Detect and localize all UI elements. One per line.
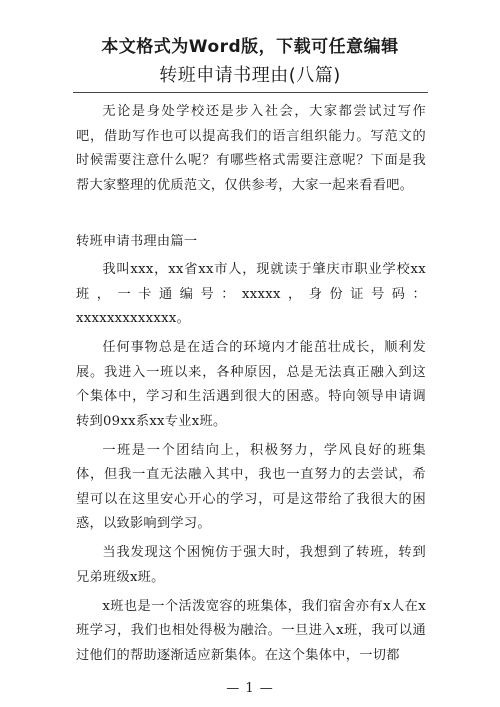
section-heading: 转班申请书理由篇一 <box>76 233 198 249</box>
intro-paragraph: 无论是身处学校还是步入社会，大家都尝试过写作吧，借助写作也可以提高我们的语言组织能力。写范文的时候需要注意什么呢？有哪些格式需要注意呢？下面是我帮大家整理的优质范文，仅供参考，大家一起来看看吧。 <box>76 104 426 193</box>
body-paragraph: 一班是一个团结向上，积极努力，学风良好的班集体，但我一直无法融入其中，我也一直努力的去尝试，希望可以在这里安心开心的学习，可是这带给了我很大的困惑，以致影响到学习。 <box>76 442 426 531</box>
section-spacer <box>76 203 426 230</box>
title-divider <box>73 92 428 93</box>
body-paragraph: 当我发现这个困惋仿于强大时，我想到了转班，转到兄弟班级x班。 <box>76 545 426 585</box>
body-paragraph: 任何事物总是在适合的环境内才能茁壮成长，顺利发展。我进入一班以来，各种原因，总是无法真正融入到这个集体中，学习和生活遇到很大的困惑。特向领导申请调转到09xx系xx专业x班。 <box>76 340 426 429</box>
page-number: — 1 — <box>226 681 274 696</box>
body-paragraph: x班也是一个活泼宽容的班集体，我们宿舍亦有x人在x班学习，我们也相处得极为融洽。一旦进入x班，我可以通过他们的帮助逐渐适应新集体。在这个集体中，一切都 <box>76 598 426 663</box>
document-title: 转班申请书理由(八篇) <box>159 65 341 86</box>
format-notice: 本文格式为Word版，下载可任意编辑 <box>101 37 399 57</box>
body-paragraph: 我叫xxx，xx省xx市人，现就读于肇庆市职业学校xx班，一卡通编号：xxxxx，身份证号码：xxxxxxxxxxxxx。 <box>76 262 426 326</box>
document-body <box>76 100 426 673</box>
